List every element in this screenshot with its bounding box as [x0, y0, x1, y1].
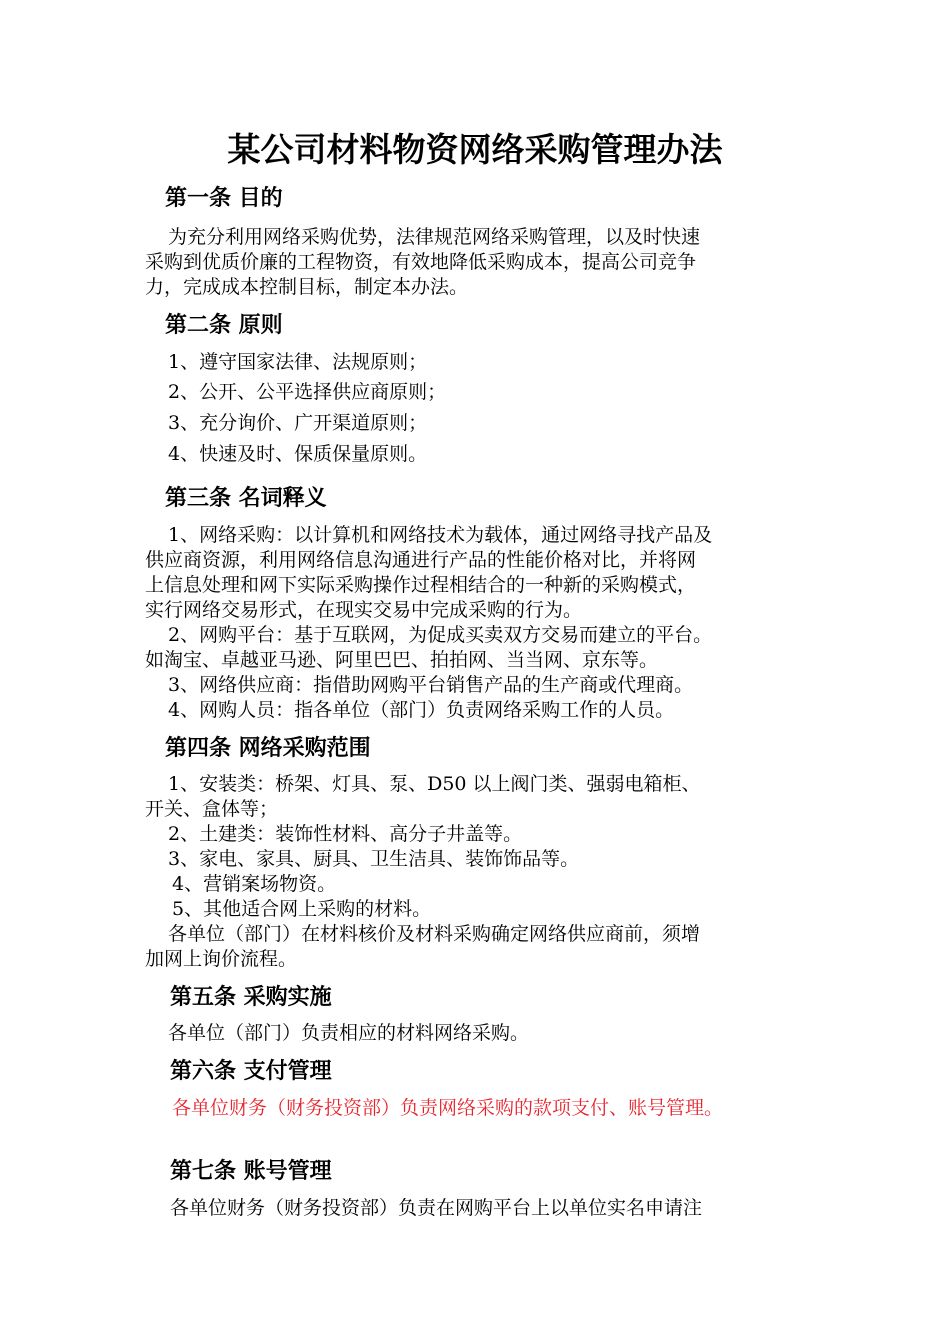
paragraph-line: 供应商资源，利用网络信息沟通进行产品的性能价格对比，并将网 — [145, 549, 697, 571]
paragraph-line: 上信息处理和网下实际采购操作过程相结合的一种新的采购模式， — [145, 574, 697, 596]
paragraph-line: 各单位财务（财务投资部）负责在网购平台上以单位实名申请注 — [170, 1197, 703, 1219]
paragraph-line: 为充分利用网络采购优势，法律规范网络采购管理，以及时快速 — [168, 226, 701, 248]
paragraph-line: 各单位（部门）在材料核价及材料采购确定网络供应商前，须增 — [168, 923, 701, 945]
paragraph-line: 1、网络采购：以计算机和网络技术为载体，通过网络寻找产品及 — [168, 524, 713, 546]
section-heading-6: 第六条 支付管理 — [170, 1059, 332, 1084]
paragraph-line: 5、其他适合网上采购的材料。 — [172, 898, 432, 920]
list-item: 3、充分询价、广开渠道原则； — [168, 412, 428, 434]
paragraph-line: 2、网购平台：基于互联网，为促成买卖双方交易而建立的平台。 — [168, 624, 713, 646]
section-heading-3: 第三条 名词释义 — [165, 486, 327, 511]
section-heading-1: 第一条 目的 — [165, 186, 283, 211]
section-heading-7: 第七条 账号管理 — [170, 1159, 332, 1184]
section-heading-5: 第五条 采购实施 — [170, 985, 332, 1010]
list-item: 1、遵守国家法律、法规原则； — [168, 351, 428, 373]
paragraph-line: 4、营销案场物资。 — [172, 873, 337, 895]
paragraph-line: 如淘宝、卓越亚马逊、阿里巴巴、拍拍网、当当网、京东等。 — [145, 649, 659, 671]
paragraph-line: 开关、盒体等； — [145, 798, 279, 820]
paragraph-line: 实行网络交易形式，在现实交易中完成采购的行为。 — [145, 599, 583, 621]
list-item: 2、公开、公平选择供应商原则； — [168, 381, 447, 403]
section-heading-2: 第二条 原则 — [165, 313, 283, 338]
section-heading-4: 第四条 网络采购范围 — [165, 736, 371, 761]
paragraph-line: 1、安装类：桥架、灯具、泵、D50 以上阀门类、强弱电箱柜、 — [168, 773, 701, 795]
paragraph-line: 2、土建类：装饰性材料、高分子井盖等。 — [168, 823, 523, 845]
paragraph-line: 加网上询价流程。 — [145, 948, 298, 970]
document-title: 某公司材料物资网络采购管理办法 — [227, 130, 723, 169]
paragraph-line: 3、网络供应商：指借助网购平台销售产品的生产商或代理商。 — [168, 674, 694, 696]
paragraph-line: 3、家电、家具、厨具、卫生洁具、装饰饰品等。 — [168, 848, 580, 870]
highlighted-paragraph-line: 各单位财务（财务投资部）负责网络采购的款项支付、账号管理。 — [172, 1097, 724, 1119]
paragraph-line: 采购到优质价廉的工程物资，有效地降低采购成本，提高公司竞争 — [145, 251, 697, 273]
list-item: 4、快速及时、保质保量原则。 — [168, 443, 428, 465]
paragraph-line: 力，完成成本控制目标，制定本办法。 — [145, 276, 469, 298]
paragraph-line: 各单位（部门）负责相应的材料网络采购。 — [168, 1022, 530, 1044]
paragraph-line: 4、网购人员：指各单位（部门）负责网络采购工作的人员。 — [168, 699, 675, 721]
